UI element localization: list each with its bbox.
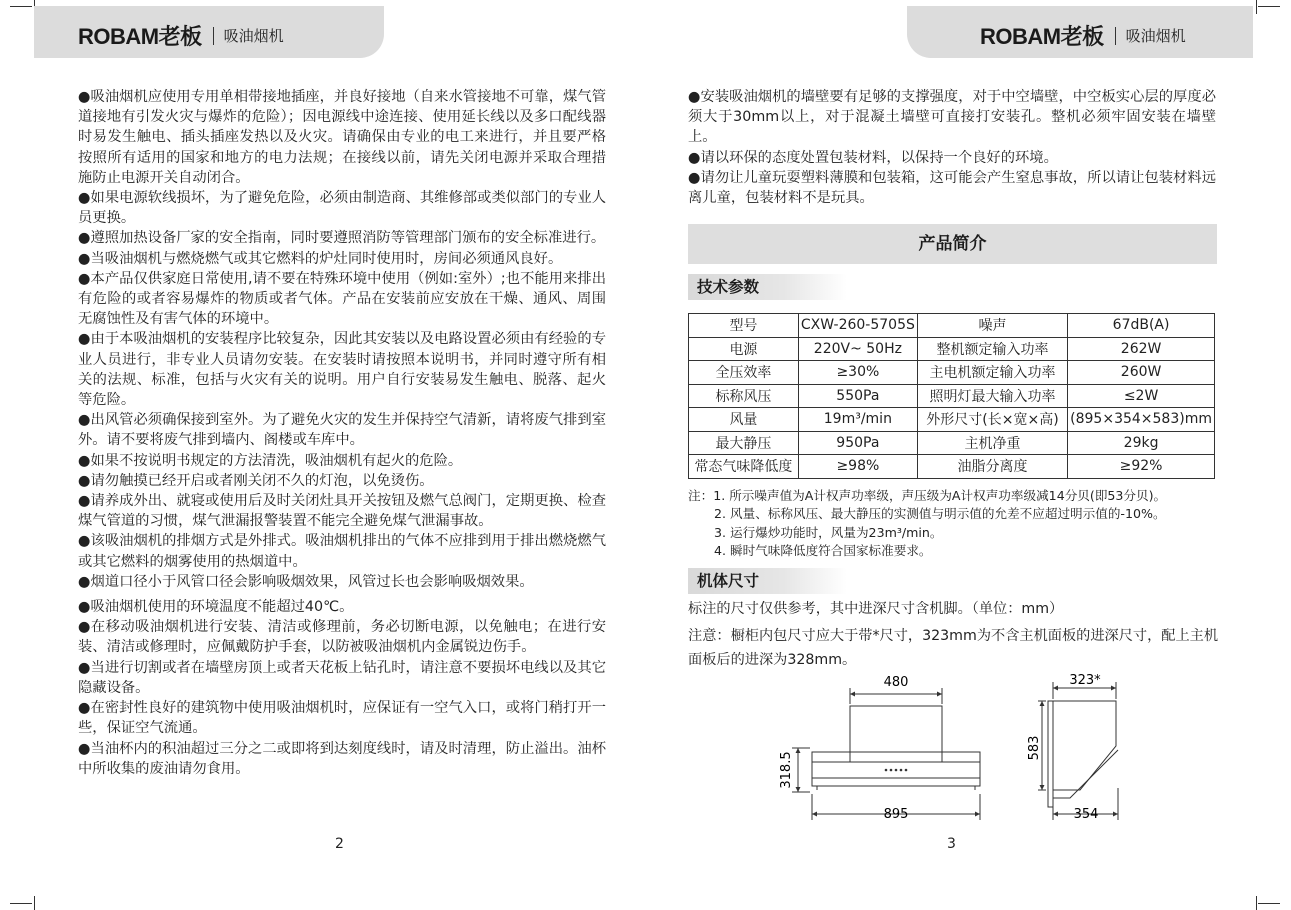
paragraph: ●该吸油烟机的排烟方式是外排式。吸油烟机排出的气体不应排到用于排出燃烧燃气或其它燃料的烟雾使用的热烟道中。 [78, 533, 606, 570]
dim-top-width: 480 [883, 675, 909, 690]
crop-mark [34, 896, 35, 910]
spec-row [689, 455, 1215, 479]
crop-mark [10, 6, 32, 7]
spec-row [689, 314, 1215, 338]
spec-value: 67dB(A) [1068, 314, 1215, 338]
spec-label: 噪声 [917, 314, 1067, 338]
paragraph: ●吸油烟机使用的环境温度不能超过40℃。 [78, 599, 354, 616]
note-line: 注：1. 所示噪声值为A计权声功率级，声压级为A计权声功率级减14分贝(即53分贝)。 [688, 488, 1167, 503]
spec-heading: 技术参数 [688, 274, 847, 300]
spec-notes [688, 487, 1228, 561]
spec-label: 整机额定输入功率 [917, 337, 1067, 361]
spec-value: 950Pa [798, 431, 917, 455]
paragraph: ●如果电源软线损坏，为了避免危险，必须由制造商、其维修部或类似部门的专业人员更换。 [78, 190, 606, 227]
header-product: 吸油烟机 [1125, 27, 1186, 45]
note-line: 4. 瞬时气味降低度符合国家标准要求。 [714, 543, 932, 559]
spec-value: ≥30% [798, 361, 917, 385]
header-brand [980, 20, 1186, 51]
paragraph: ●如果不按说明书规定的方法清洗，吸油烟机有起火的危险。 [78, 452, 463, 469]
paragraph: ●本产品仅供家庭日常使用,请不要在特殊环境中使用（例如:室外）;也不能用来排出有危险的或者容易爆炸的物质或者气体。产品在安装前应安放在干燥、通风、周围无腐蚀性及有害气体的环境中。 [78, 270, 606, 328]
header-product: 吸油烟机 [223, 27, 284, 45]
paragraph: ●请以环保的态度处置包装材料，以保持一个良好的环境。 [688, 149, 1058, 166]
spec-value: 19m³/min [798, 408, 917, 432]
paragraph: ●当进行切割或者在墙壁房顶上或者天花板上钻孔时，请注意不要损坏电线以及其它隐藏设备。 [78, 659, 606, 696]
spec-value: CXW-260-5705S [798, 314, 917, 338]
safety-instructions [78, 87, 606, 779]
paragraph: ●请勿让儿童玩耍塑料薄膜和包装箱，这可能会产生窒息事故，所以请让包装材料远离儿童，包装材料不是玩具。 [688, 169, 1216, 207]
paragraph: ●在密封性良好的建筑物中使用吸油烟机时，应保证有一空气入口，或将门稍打开一些，保证空气流通。 [78, 700, 606, 737]
paragraph: ●请养成外出、就寝或使用后及时关闭灶具开关按钮及燃气总阀门，定期更换、检查煤气管道的习惯，煤气泄漏报警装置不能完全避免煤气泄漏事故。 [78, 493, 606, 530]
spec-table [688, 313, 1215, 479]
crop-mark [1256, 896, 1257, 910]
section-banner: 产品简介 [688, 224, 1217, 264]
paragraph: ●遵照加热设备厂家的安全指南，同时要遵照消防等管理部门颁布的安全标准进行。 [78, 230, 606, 247]
side-view [1038, 682, 1118, 820]
spec-label: 主电机额定输入功率 [917, 361, 1067, 385]
note-line: 3. 运行爆炒功能时，风量为23m³/min。 [714, 524, 943, 540]
paragraph: ●在移动吸油烟机进行安装、清洁或修理前，务必切断电源，以免触电；在进行安装、清洁或修理时，应佩戴防护手套，以防被吸油烟机内金属锐边伤手。 [78, 619, 606, 656]
paragraph: ●请勿触摸已经开启或者刚关闭不久的灯泡，以免烫伤。 [78, 472, 434, 489]
crop-mark [10, 903, 32, 904]
spec-label: 型号 [689, 314, 799, 338]
spec-label: 电源 [689, 337, 799, 361]
front-view [792, 688, 980, 820]
dim-depth: 354 [1073, 807, 1099, 822]
spec-value: (895×354×583)mm [1068, 408, 1215, 432]
spec-row [689, 408, 1215, 432]
spec-value: 260W [1068, 361, 1215, 385]
header-tab-left [34, 6, 384, 58]
spec-label: 标称风压 [689, 384, 799, 408]
spec-label: 风量 [689, 408, 799, 432]
paragraph: ●烟道口径小于风管口径会影响吸烟效果，风管过长也会影响吸烟效果。 [78, 573, 534, 590]
page-number: 2 [335, 836, 344, 852]
paragraph: ●由于本吸油烟机的安装程序比较复杂，因此其安装以及电路设置必须由有经验的专业人员进行，非专业人员请勿安装。在安装时请按照本说明书，并同时遵守所有相关的法规、标准，包括与火灾有关的说明。用户自行安装易发生触电、脱落、起火等危险。 [78, 331, 606, 409]
spec-value: 220V~ 50Hz [798, 337, 917, 361]
dim-depth-star: 323* [1069, 673, 1101, 688]
installation-notes [688, 87, 1216, 208]
dimensions-note: 注意：橱柜内包尺寸应大于带*尺寸，323mm为不含主机面板的进深尺寸，配上主机面板后的进深为328mm。 [688, 628, 1219, 668]
dim-height: 583 [1027, 735, 1042, 761]
robam-logo: ROBAM老板 [980, 24, 1104, 49]
spec-label: 常态气味降低度 [689, 455, 799, 479]
paragraph: ●安装吸油烟机的墙壁要有足够的支撑强度，对于中空墙壁，中空板实心层的厚度必须大于30mm以上，对于混凝土墙壁可直接打安装孔。整机必须牢固安装在墙壁上。 [688, 89, 1216, 146]
crop-mark [1256, 0, 1257, 14]
spec-row [689, 337, 1215, 361]
spec-row [689, 384, 1215, 408]
robam-logo: ROBAM老板 [78, 24, 202, 49]
spec-label: 主机净重 [917, 431, 1067, 455]
wall-bracket [1048, 701, 1053, 807]
spec-value: ≥92% [1068, 455, 1215, 479]
paragraph: ●吸油烟机应使用专用单相带接地插座，并良好接地（自来水管接地不可靠，煤气管道接地有引发火灾与爆炸的危险）；因电源线中途连接、使用延长线以及多口配线器时易发生触电、插头插座发热以及火灾。请确保由专业的电工来进行，并且要严格按照所有适用的国家和地方的电力法规；在接线以前，请先关闭电源并采取合理措施防止电源开关自动闭合。 [78, 89, 606, 186]
spec-label: 全压效率 [689, 361, 799, 385]
crop-mark [1258, 903, 1280, 904]
crop-mark [1258, 6, 1280, 7]
chimney-outline [850, 706, 942, 762]
spec-value: 29kg [1068, 431, 1215, 455]
spec-value: ≥98% [798, 455, 917, 479]
dimensions-intro: 标注的尺寸仅供参考，其中进深尺寸含机脚。（单位：mm） [688, 601, 1064, 617]
dim-width: 895 [883, 807, 909, 822]
page-number: 3 [947, 836, 956, 852]
paragraph: ●出风管必须确保接到室外。为了避免火灾的发生并保持空气清新，请将废气排到室外。请不要将废气排到墙内、阁楼或车库中。 [78, 412, 606, 449]
header-tab-right [907, 6, 1253, 58]
header-brand [78, 20, 284, 51]
dim-front-height: 318.5 [779, 751, 794, 789]
paragraph: ●当吸油烟机与燃烧燃气或其它燃料的炉灶同时使用时，房间必须通风良好。 [78, 250, 563, 267]
spec-label: 照明灯最大输入功率 [917, 384, 1067, 408]
side-profile [1053, 701, 1116, 790]
spec-value: 550Pa [798, 384, 917, 408]
note-line: 2. 风量、标称风压、最大静压的实测值与明示值的允差不应超过明示值的-10%。 [714, 506, 1166, 522]
spec-label: 最大静压 [689, 431, 799, 455]
spec-label: 油脂分离度 [917, 455, 1067, 479]
spec-row [689, 431, 1215, 455]
spec-value: ≤2W [1068, 384, 1215, 408]
spec-row [689, 361, 1215, 385]
dimensions-heading: 机体尺寸 [688, 568, 847, 594]
spec-value: 262W [1068, 337, 1215, 361]
spec-label: 外形尺寸(长×宽×高) [917, 408, 1067, 432]
header-divider [1115, 27, 1116, 45]
paragraph: ●当油杯内的积油超过三分之二或即将到达刻度线时，请及时清理，防止溢出。油杯中所收集的废油请勿食用。 [78, 740, 606, 777]
dimension-drawing [770, 668, 1150, 830]
header-divider [213, 27, 214, 45]
